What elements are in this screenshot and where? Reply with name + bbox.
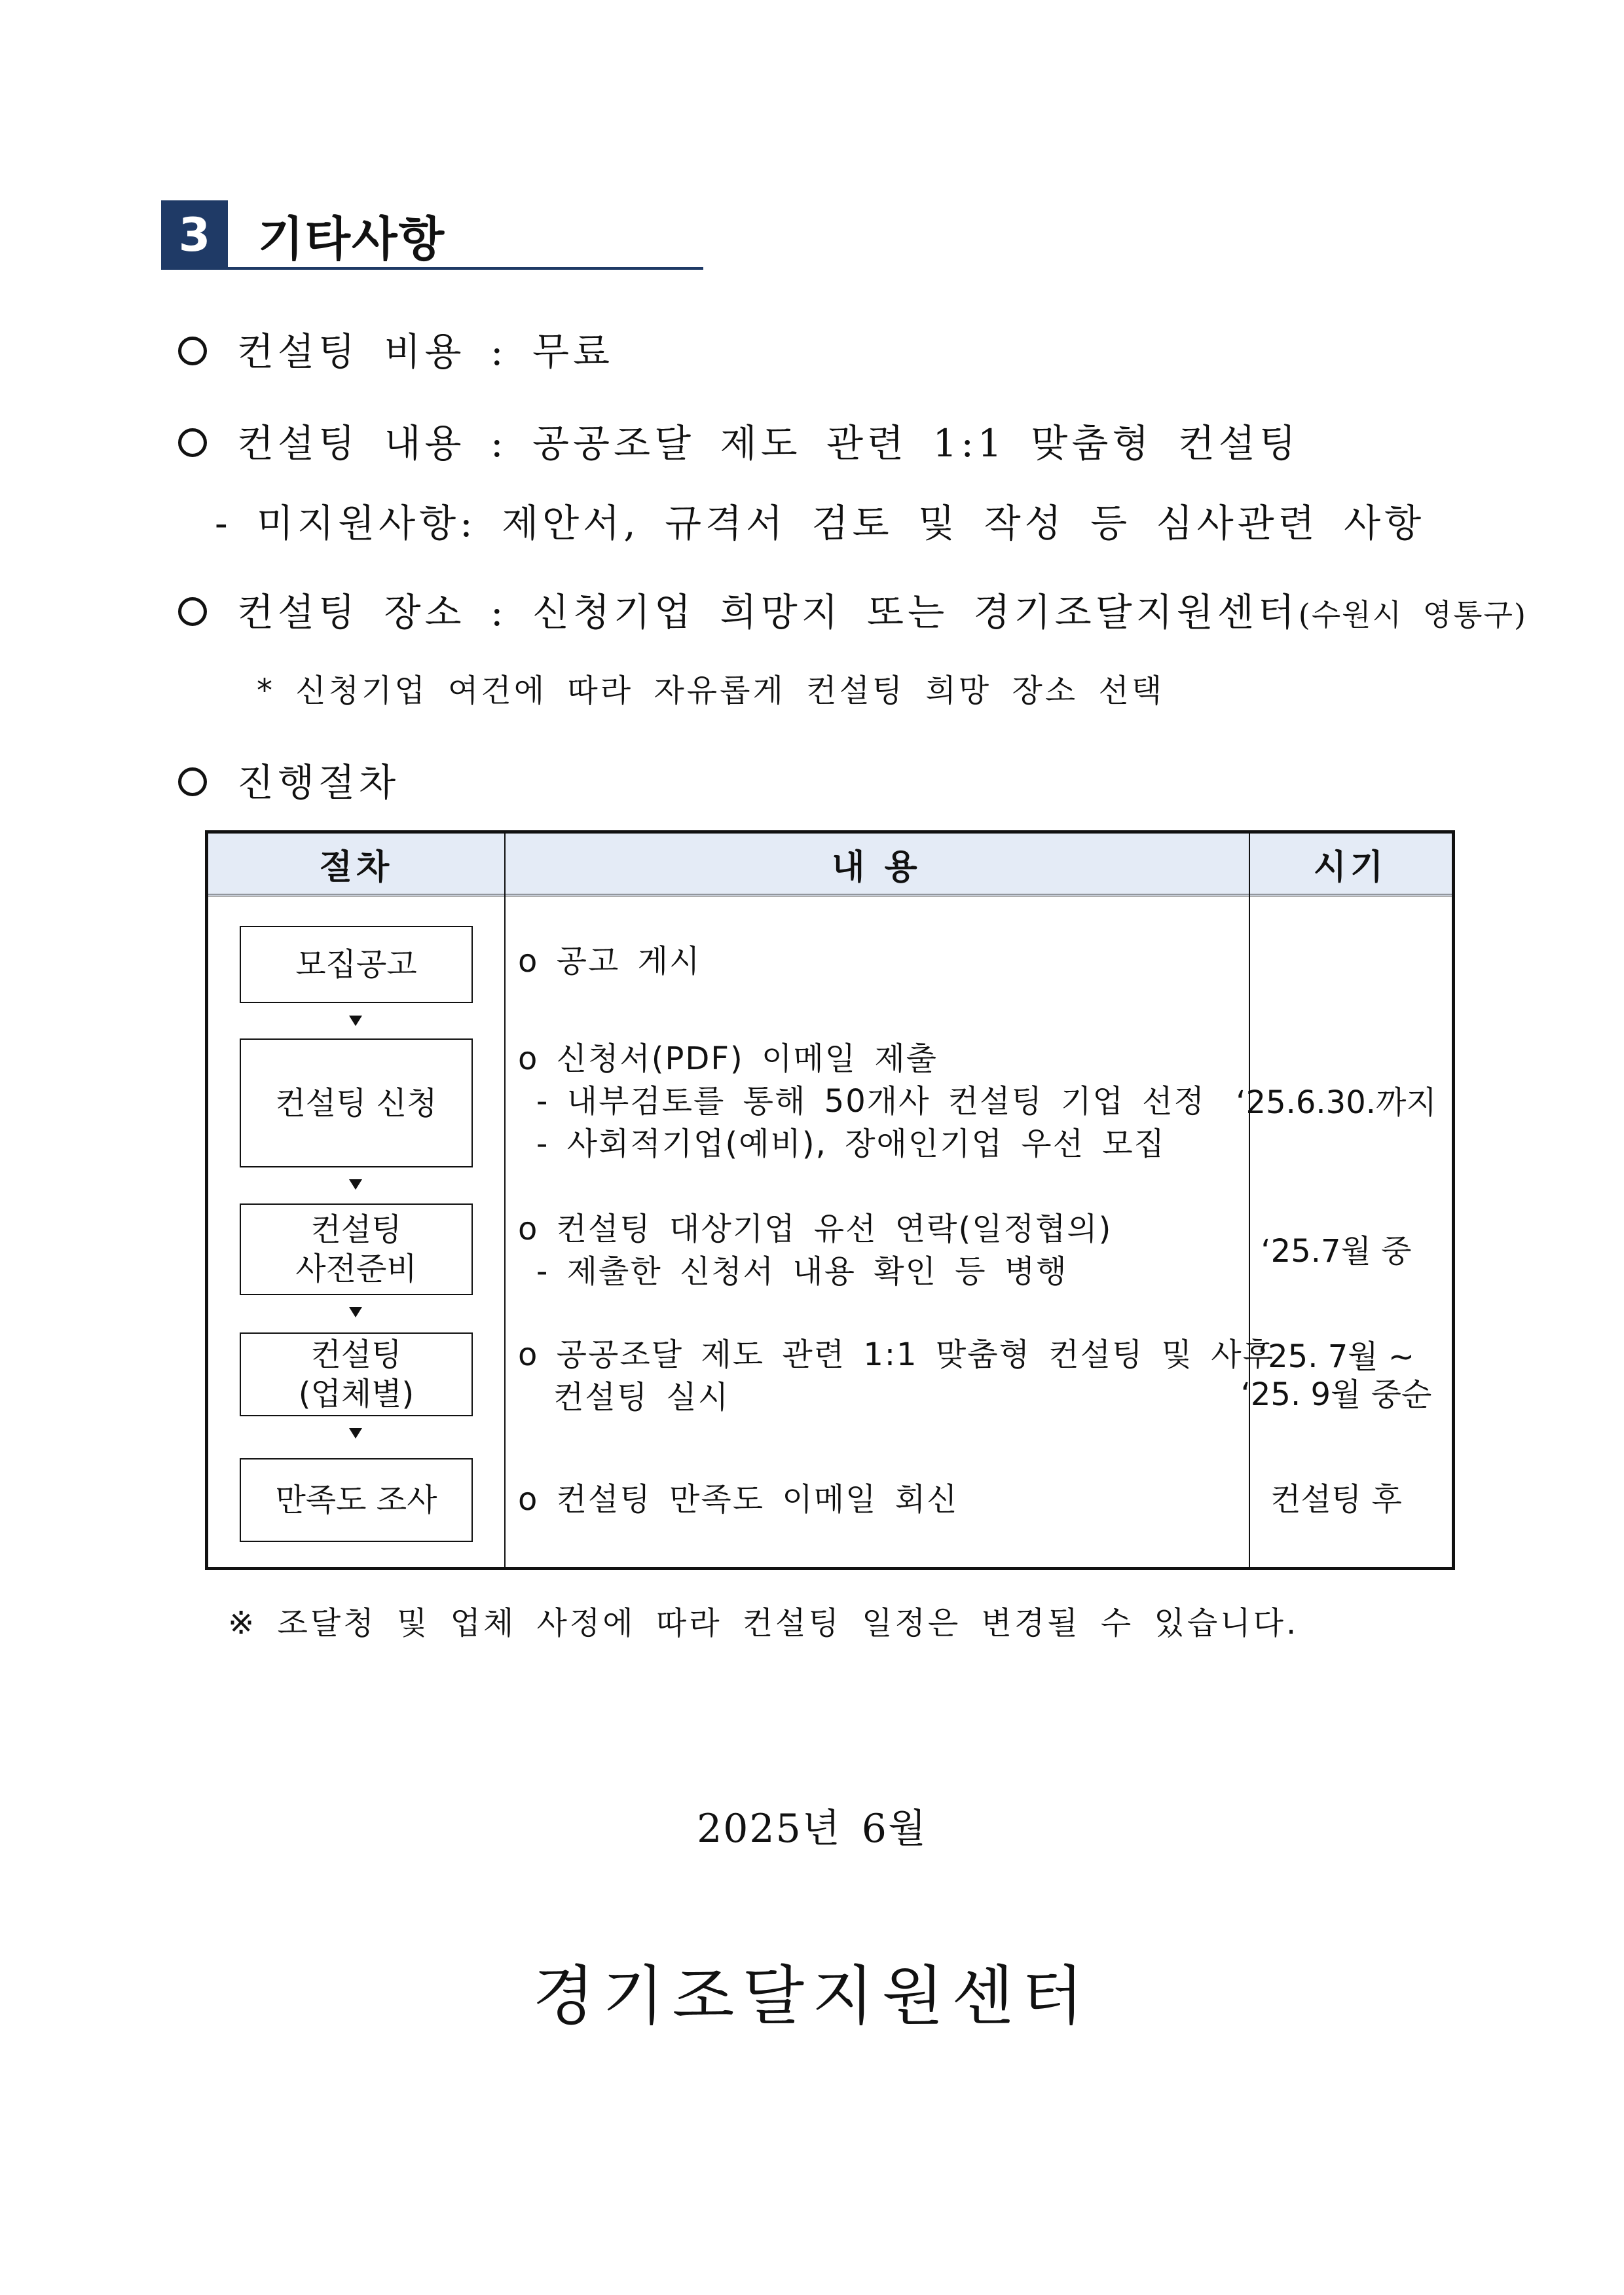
column-divider: [1249, 834, 1250, 1567]
procedure-table: [205, 830, 1455, 1570]
column-divider: [504, 834, 506, 1567]
circle-bullet-icon: [178, 337, 207, 365]
item-place-note: * 신청기업 여건에 따라 자유롭게 컨설팅 희망 장소 선택: [257, 672, 1165, 709]
item-excluded: - 미지원사항: 제안서, 규격서 검토 및 작성 등 심사관련 사항: [215, 501, 1426, 545]
row-content: [518, 1478, 958, 1521]
row-period: ‘25. 7월 ~ ‘25. 9월 중순: [1240, 1338, 1432, 1413]
content-line: - 제출한 신청서 내용 확인 등 병행: [536, 1253, 1068, 1290]
item-procedure: [178, 752, 399, 807]
down-arrow-icon: [349, 1179, 362, 1190]
section-underline: [161, 267, 703, 270]
content-line: - 사회적기업(예비), 장애인기업 우선 모집: [536, 1126, 1166, 1162]
step-box: 컨설팅 사전준비: [240, 1203, 473, 1295]
circle-bullet-icon: [178, 767, 207, 796]
organization-name: 경기조달지원센터: [532, 1959, 1092, 2034]
schedule-footnote: ※ 조달청 및 업체 사정에 따라 컨설팅 일정은 변경될 수 있습니다.: [228, 1605, 1299, 1642]
content-line: o 컨설팅 만족도 이메일 회신: [518, 1481, 959, 1518]
step-box: 만족도 조사: [240, 1458, 473, 1542]
step-box: 컨설팅 신청: [240, 1038, 473, 1167]
row-period: ‘25.7월 중: [1261, 1233, 1412, 1270]
item-cost-text: 컨설팅 비용 : 무료: [237, 329, 614, 374]
item-place-paren: (수원시 영통구): [1298, 597, 1527, 633]
section-title: 기타사항: [258, 211, 446, 266]
header-content: 내 용: [832, 847, 921, 887]
header-period: 시기: [1313, 847, 1388, 887]
item-content-text: 컨설팅 내용 : 공공조달 제도 관련 1:1 맞춤형 컨설팅: [237, 421, 1300, 466]
row-content: [518, 1038, 1206, 1166]
down-arrow-icon: [349, 1016, 362, 1026]
down-arrow-icon: [349, 1428, 362, 1439]
row-content: [518, 1208, 1112, 1293]
content-line: o 컨설팅 대상기업 유선 연락(일정협의): [518, 1211, 1113, 1247]
row-period: ‘25.6.30.까지: [1236, 1084, 1437, 1121]
header-step: 절차: [319, 847, 394, 887]
content-line: o 공고 게시: [518, 943, 701, 980]
content-line: 컨설팅 실시: [553, 1379, 730, 1416]
item-place-text: 컨설팅 장소 : 신청기업 희망지 또는 경기조달지원센터: [237, 590, 1299, 634]
row-period: 컨설팅 후: [1270, 1481, 1402, 1518]
step-box: 모집공고: [240, 926, 473, 1003]
table-header: [208, 834, 1452, 896]
item-cost: [178, 321, 614, 376]
row-content: [518, 940, 701, 983]
item-place: [178, 581, 1527, 636]
circle-bullet-icon: [178, 428, 207, 457]
document-date: 2025년 6월: [697, 1806, 927, 1852]
section-number-badge: 3: [161, 200, 228, 270]
item-procedure-text: 진행절차: [237, 760, 400, 805]
item-content: [178, 413, 1300, 468]
content-line: - 내부검토를 통해 50개사 컨설팅 기업 선정: [536, 1083, 1206, 1120]
down-arrow-icon: [349, 1307, 362, 1317]
content-line: o 신청서(PDF) 이메일 제출: [518, 1040, 938, 1077]
content-line: o 공공조달 제도 관련 1:1 맞춤형 컨설팅 및 사후: [518, 1336, 1274, 1373]
row-content: [518, 1334, 1274, 1419]
step-box: 컨설팅 (업체별): [240, 1332, 473, 1416]
circle-bullet-icon: [178, 597, 207, 626]
